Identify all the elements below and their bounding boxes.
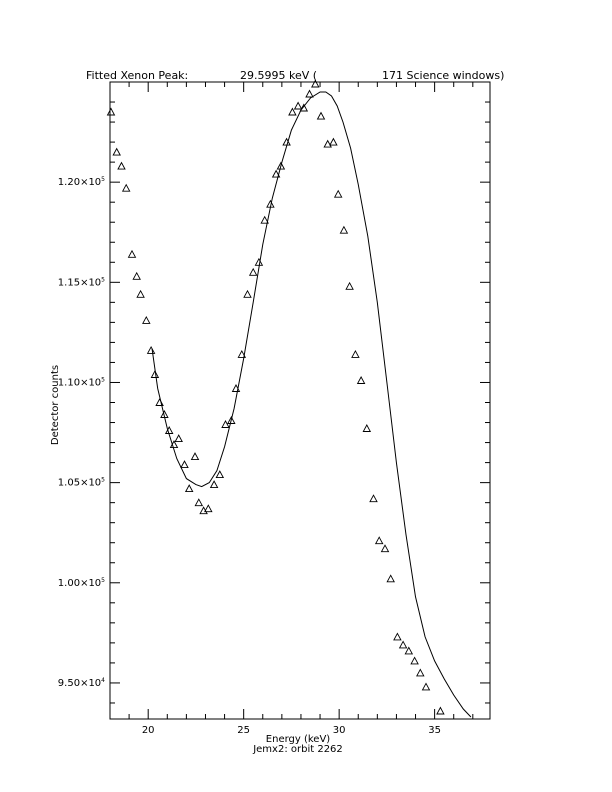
chart-title-value: 29.5995 keV ( (240, 69, 318, 82)
data-point (181, 461, 188, 468)
x-axis-ticks (110, 82, 473, 736)
data-point (200, 507, 207, 514)
data-point (363, 425, 370, 432)
x-tick-label: 25 (237, 725, 251, 736)
data-point (222, 421, 229, 428)
data-point (133, 273, 140, 280)
data-point (192, 453, 199, 460)
data-point (143, 317, 150, 324)
data-point (376, 537, 383, 544)
data-point (335, 191, 342, 198)
data-point (255, 259, 262, 266)
y-tick-label: $1.05\times 10^5$ (57, 476, 105, 489)
data-point (123, 185, 130, 192)
plot-frame (110, 82, 490, 719)
data-point (387, 575, 394, 582)
data-point (148, 347, 155, 354)
data-point (244, 291, 251, 298)
points-layer (108, 81, 444, 715)
x-axis-label: Energy (keV) (265, 734, 331, 745)
x-tick-label: 20 (141, 725, 155, 736)
x-tick-label: 35 (428, 725, 441, 736)
data-point (423, 683, 430, 690)
y-tick-label: $9.50\times 10^4$ (57, 676, 105, 689)
y-tick-label: $1.20\times 10^5$ (57, 176, 105, 189)
y-axis-label: Detector counts (50, 364, 61, 446)
data-point (137, 291, 144, 298)
data-point (195, 499, 202, 506)
data-point (289, 109, 296, 116)
data-point (417, 669, 424, 676)
data-point (118, 163, 125, 170)
data-point (108, 109, 115, 116)
data-point (370, 495, 377, 502)
data-point (330, 139, 337, 146)
y-tick-label: $1.10\times 10^5$ (57, 376, 105, 389)
data-point (400, 641, 407, 648)
data-point (346, 283, 353, 290)
data-point (318, 113, 325, 120)
data-point (306, 91, 313, 98)
chart-title-suffix: 171 Science windows) (382, 69, 505, 82)
data-point (352, 351, 359, 358)
data-point (175, 435, 182, 442)
fit-layer (152, 92, 471, 717)
data-point (340, 227, 347, 234)
y-tick-label: $1.00\times 10^5$ (57, 576, 105, 589)
data-point (394, 633, 401, 640)
data-point (405, 647, 412, 654)
data-point (250, 269, 257, 276)
fit-line (152, 92, 471, 717)
x-tick-label: 30 (332, 725, 346, 736)
y-tick-label: $1.15\times 10^5$ (57, 276, 105, 289)
data-point (295, 103, 302, 110)
chart-footer: Jemx2: orbit 2262 (253, 744, 343, 755)
data-point (437, 708, 444, 715)
data-point (382, 545, 389, 552)
chart-title-prefix: Fitted Xenon Peak: (86, 69, 189, 82)
data-point (113, 149, 120, 156)
data-point (216, 471, 223, 478)
data-point (186, 485, 193, 492)
data-point (211, 481, 218, 488)
data-point (358, 377, 365, 384)
plot-border (110, 82, 490, 719)
data-point (129, 251, 136, 257)
data-point (411, 657, 418, 664)
